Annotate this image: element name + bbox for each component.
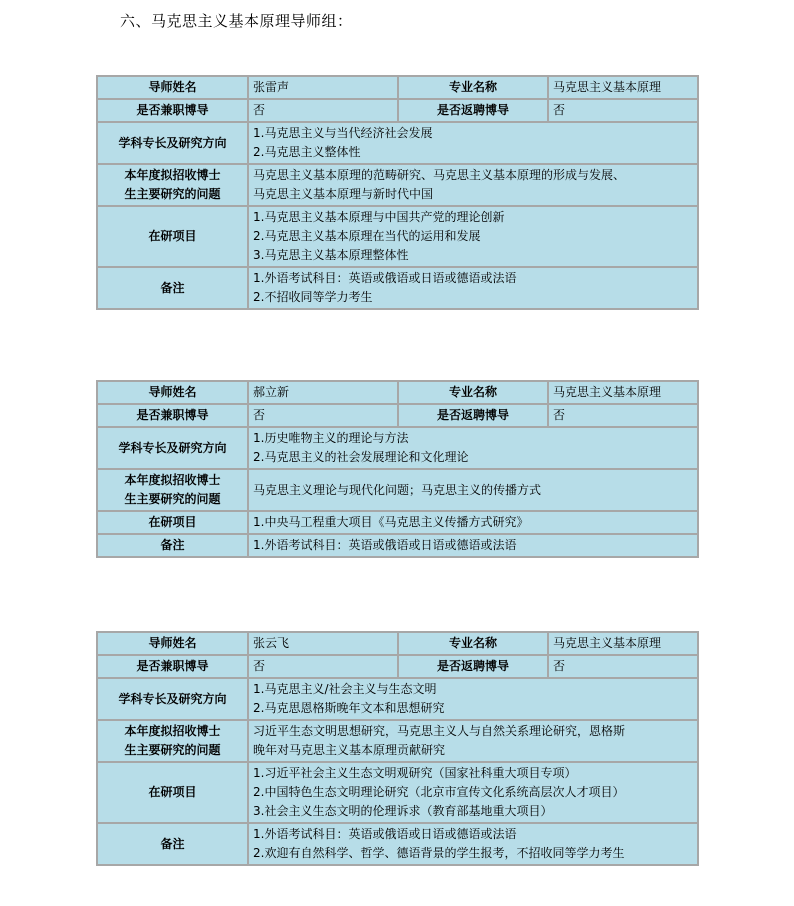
projects-value: [249, 512, 697, 533]
advisor-table: [96, 380, 699, 558]
label-rehired-line: 是否返聘博导: [436, 103, 509, 117]
advisor-name: [249, 382, 397, 403]
topics-value-line: 习近平生态文明思想研究，马克思主义人与自然关系理论研究，恩格斯: [253, 724, 626, 738]
label-rehired-line: 是否返聘博导: [436, 408, 509, 422]
projects-value-line: 1.马克思主义基本原理与中国共产党的理论创新: [253, 210, 505, 224]
label-notes: [98, 824, 247, 864]
label-notes-line: 备注: [160, 836, 185, 851]
label-topics-line: 生主要研究的问题: [124, 492, 221, 506]
label-projects-line: 在研项目: [148, 785, 197, 799]
major-value-line: 马克思主义基本原理: [552, 636, 661, 650]
rehired-value-line: 否: [552, 408, 565, 422]
notes-value: [249, 535, 697, 556]
projects-value-line: 3.马克思主义基本原理整体性: [253, 248, 409, 262]
projects-value-line: 2.中国特色生态文明理论研究（北京市宣传文化系统高层次人才项目）: [253, 785, 625, 799]
label-expertise: [98, 679, 247, 719]
label-topics: [98, 165, 247, 205]
advisor-name-line: 张云飞: [253, 636, 290, 650]
notes-value-line: 1.外语考试科目：英语或俄语或日语或德语或法语: [253, 538, 517, 552]
label-rehired-line: 是否返聘博导: [436, 659, 509, 673]
topics-value-line: 马克思主义基本原理的范畴研究、马克思主义基本原理的形成与发展、: [253, 168, 626, 182]
expertise-value: [249, 123, 697, 163]
label-notes-line: 备注: [160, 280, 185, 295]
expertise-value-line: 2.马克思主义的社会发展理论和文化理论: [253, 450, 469, 464]
rehired-value: [549, 100, 697, 121]
label-parttime: [98, 100, 247, 121]
expertise-value-line: 1.历史唯物主义的理论与方法: [253, 431, 409, 445]
projects-value-line: 1.中央马工程重大项目《马克思主义传播方式研究》: [253, 515, 529, 529]
projects-value-line: 1.习近平社会主义生态文明观研究（国家社科重大项目专项）: [253, 766, 577, 780]
expertise-value: [249, 428, 697, 468]
topics-value: [249, 721, 697, 761]
label-major-line: 专业名称: [448, 385, 497, 399]
parttime-value-line: 否: [253, 408, 266, 422]
label-major: [399, 382, 547, 403]
topics-value-line: 马克思主义理论与现代化问题；马克思主义的传播方式: [253, 482, 542, 497]
projects-value-line: 2.马克思主义基本原理在当代的运用和发展: [253, 229, 481, 243]
label-projects: [98, 207, 247, 266]
rehired-value-line: 否: [552, 659, 565, 673]
label-expertise: [98, 123, 247, 163]
label-name: [98, 633, 247, 654]
rehired-value-line: 否: [552, 103, 565, 117]
notes-value-line: 1.外语考试科目：英语或俄语或日语或德语或法语: [253, 827, 517, 841]
label-topics-line: 本年度拟招收博士: [124, 724, 221, 738]
label-rehired: [399, 405, 547, 426]
label-name-line: 导师姓名: [148, 385, 197, 399]
rehired-value: [549, 656, 697, 677]
label-rehired: [399, 100, 547, 121]
major-value: [549, 77, 697, 98]
topics-value: [249, 165, 697, 205]
label-parttime: [98, 656, 247, 677]
major-value: [549, 633, 697, 654]
label-major: [399, 77, 547, 98]
parttime-value-line: 否: [253, 103, 266, 117]
label-name: [98, 77, 247, 98]
label-notes: [98, 268, 247, 308]
advisor-name: [249, 633, 397, 654]
advisor-name-line: 郝立新: [253, 385, 290, 399]
parttime-value: [249, 656, 397, 677]
label-rehired: [399, 656, 547, 677]
expertise-value-line: 1.马克思主义与当代经济社会发展: [253, 126, 433, 140]
label-projects: [98, 512, 247, 533]
major-value: [549, 382, 697, 403]
parttime-value: [249, 100, 397, 121]
label-parttime-line: 是否兼职博导: [136, 103, 209, 117]
projects-value: [249, 207, 697, 266]
advisor-table: [96, 631, 699, 866]
label-topics: [98, 470, 247, 510]
major-value-line: 马克思主义基本原理: [552, 80, 661, 94]
topics-value-line: 马克思主义基本原理与新时代中国: [253, 187, 434, 201]
label-name-line: 导师姓名: [148, 636, 197, 650]
label-expertise-line: 学科专长及研究方向: [118, 691, 227, 706]
label-expertise-line: 学科专长及研究方向: [118, 440, 227, 455]
label-topics-line: 本年度拟招收博士: [124, 168, 221, 182]
label-notes-line: 备注: [160, 538, 185, 552]
notes-value-line: 2.不招收同等学力考生: [253, 290, 373, 304]
projects-value-line: 3.社会主义生态文明的伦理诉求（教育部基地重大项目）: [253, 804, 553, 818]
expertise-value-line: 2.马克思恩格斯晚年文本和思想研究: [253, 701, 445, 715]
label-major-line: 专业名称: [448, 80, 497, 94]
advisor-table: [96, 75, 699, 310]
label-projects: [98, 763, 247, 822]
label-parttime-line: 是否兼职博导: [136, 659, 209, 673]
notes-value-line: 2.欢迎有自然科学、哲学、德语背景的学生报考，不招收同等学力考生: [253, 846, 625, 860]
parttime-value: [249, 405, 397, 426]
major-value-line: 马克思主义基本原理: [552, 385, 661, 399]
label-topics-line: 本年度拟招收博士: [124, 473, 221, 487]
topics-value-line: 晚年对马克思主义基本原理贡献研究: [253, 743, 446, 757]
label-topics: [98, 721, 247, 761]
projects-value: [249, 763, 697, 822]
notes-value: [249, 268, 697, 308]
advisor-name: [249, 77, 397, 98]
label-major: [399, 633, 547, 654]
label-name-line: 导师姓名: [148, 80, 197, 94]
label-notes: [98, 535, 247, 556]
notes-value-line: 1.外语考试科目：英语或俄语或日语或德语或法语: [253, 271, 517, 285]
label-expertise: [98, 428, 247, 468]
expertise-value: [249, 679, 697, 719]
label-expertise-line: 学科专长及研究方向: [118, 135, 227, 150]
label-projects-line: 在研项目: [148, 515, 197, 529]
expertise-value-line: 1.马克思主义/社会主义与生态文明: [253, 682, 437, 696]
label-major-line: 专业名称: [448, 636, 497, 650]
rehired-value: [549, 405, 697, 426]
label-topics-line: 生主要研究的问题: [124, 743, 221, 757]
parttime-value-line: 否: [253, 659, 266, 673]
section-heading: 六、马克思主义基本原理导师组：: [120, 12, 353, 30]
notes-value: [249, 824, 697, 864]
label-topics-line: 生主要研究的问题: [124, 187, 221, 201]
label-parttime-line: 是否兼职博导: [136, 408, 209, 422]
topics-value: [249, 470, 697, 510]
advisor-name-line: 张雷声: [253, 80, 290, 94]
expertise-value-line: 2.马克思主义整体性: [253, 145, 361, 159]
label-name: [98, 382, 247, 403]
label-parttime: [98, 405, 247, 426]
label-projects-line: 在研项目: [148, 229, 197, 243]
